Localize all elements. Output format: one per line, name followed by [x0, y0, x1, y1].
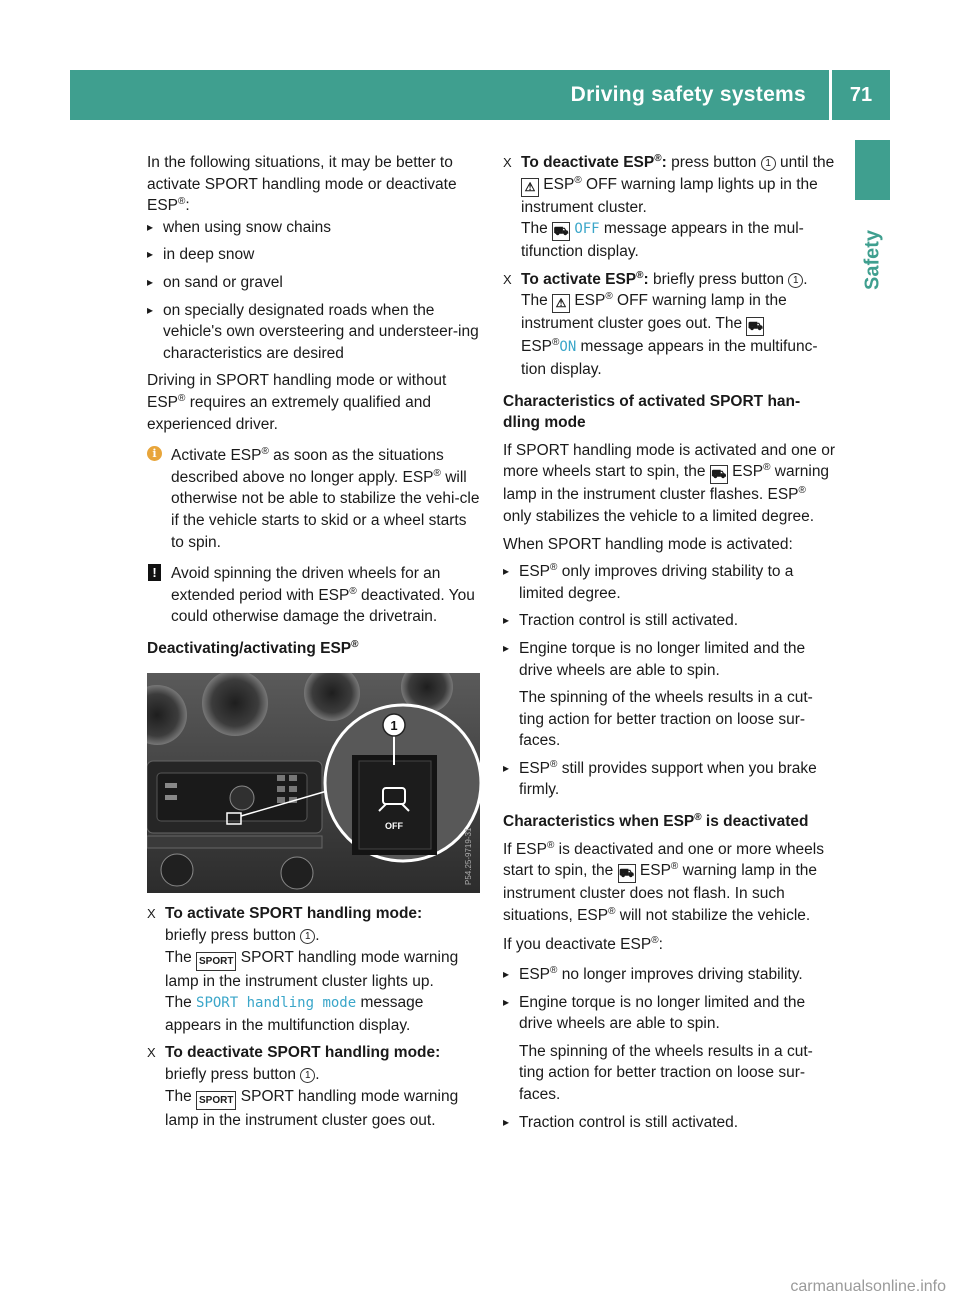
callout-icon: 1 [300, 929, 315, 944]
body-paragraph: If SPORT handling mode is activated and one or more wheels start to spin, the ⛟ ESP® warning lamp in the instrument cluster flashes. ESP® only stabilizes the vehicle to a limited degree. [503, 441, 836, 525]
callout-icon: 1 [300, 1068, 315, 1083]
warning-icon: ! [148, 564, 161, 581]
list-item: ▸ Engine torque is no longer limited and the drive wheels are able to spin. [503, 992, 836, 1035]
step-activate-esp: X To activate ESP®: briefly press button 1 . The ⚠ ESP® OFF warning lamp in the instrument cluster goes out. The ⛟ ESP®ON message appears in the multifunc-tion display. [503, 269, 818, 378]
right-column [503, 152, 836, 1133]
list-item: ▸ ESP® no longer improves driving stability. [503, 964, 836, 986]
svg-text:1: 1 [390, 718, 398, 734]
esp-icon: ⛟ [746, 317, 764, 336]
step-activate-sport: X To activate SPORT handling mode: briefly press button 1 . The SPORT SPORT handling mode warning lamp in the instrument cluster lights up. The SPORT handling mode message appears in the multifunction display. [147, 905, 459, 1034]
svg-text:OFF: OFF [385, 821, 403, 832]
chapter-label: Safety [861, 229, 883, 291]
svg-text:P54.25-9719-31: P54.25-9719-31 [464, 828, 473, 886]
section-heading: Characteristics of activated SPORT han-dling mode [503, 392, 801, 432]
esp-icon: ⛟ [710, 465, 728, 484]
arrow-icon: X [503, 271, 512, 287]
list-item: ▸ Traction control is still activated. [503, 610, 836, 632]
arrow-icon: X [503, 155, 512, 170]
dashboard-illustration [147, 673, 480, 893]
list-subparagraph: The spinning of the wheels results in a cut-ting action for better traction on loose sur-faces. [519, 689, 813, 750]
list-item: ▸ in deep snow [147, 244, 480, 266]
section-heading: Characteristics when ESP® is deactivated [503, 811, 809, 831]
arrow-icon: X [147, 906, 156, 922]
body-paragraph: When SPORT handling mode is activated: [503, 535, 793, 553]
sport-icon: SPORT [196, 952, 236, 971]
arrow-icon: X [147, 1045, 156, 1061]
intro-paragraph: In the following situations, it may be better to activate SPORT handling mode or deactivate ESP®: [147, 154, 457, 215]
body-paragraph: If ESP® is deactivated and one or more wheels start to spin, the ⛟ ESP® warning lamp in the instrument cluster does not flash. In such situations, ESP® will not stabilize the vehicle. [503, 839, 824, 924]
step-deactivate-esp: X To deactivate ESP®: press button 1 until the ⚠ ESP® OFF warning lamp lights up in the instrument cluster. The ⛟ OFF message appears in the mul-tifunction display. [503, 152, 835, 261]
left-column [147, 152, 480, 1131]
callout-icon: 1 [788, 273, 803, 288]
list-item: ▸ on sand or gravel [147, 272, 480, 294]
watermark: carmanualsonline.info [790, 1278, 946, 1295]
info-icon: i [147, 446, 162, 461]
warning-note: ! Avoid spinning the driven wheels for an extended period with ESP® deactivated. You could otherwise damage the drivetrain. [147, 563, 480, 628]
list-item: ▸ when using snow chains [147, 217, 480, 239]
page-header-bar [70, 70, 890, 120]
list-item: ▸ Engine torque is no longer limited and the drive wheels are able to spin. [503, 638, 836, 681]
chapter-tab [855, 140, 890, 200]
section-title: Driving safety systems [570, 83, 806, 106]
esp-off-icon: ⚠ [521, 178, 539, 197]
esp-off-icon: ⚠ [552, 294, 570, 313]
list-item: ▸ ESP® still provides support when you brake firmly. [503, 758, 836, 801]
body-paragraph: Driving in SPORT handling mode or without ESP® requires an extremely qualified and experienced driver. [147, 372, 447, 433]
list-item: ▸ Traction control is still activated. [503, 1112, 836, 1134]
step-deactivate-sport: X To deactivate SPORT handling mode: briefly press button 1 . The SPORT SPORT handling mode warning lamp in the instrument cluster goes out. [147, 1044, 459, 1129]
body-paragraph: If you deactivate ESP®: [503, 935, 663, 954]
list-subparagraph: The spinning of the wheels results in a cut-ting action for better traction on loose sur-faces. [519, 1042, 813, 1103]
list-item: ▸ on specially designated roads when the vehicle's own oversteering and understeer-ing characteristics are desired [147, 300, 480, 365]
callout-icon: 1 [761, 156, 776, 171]
esp-icon: ⛟ [618, 864, 636, 883]
page-number: 71 [849, 84, 873, 106]
info-note: i Activate ESP® as soon as the situations described above no longer apply. ESP® will otherwise not be able to stabilize the vehi-cle if the vehicle starts to skid or a wheel starts to spin. [147, 445, 480, 553]
list-item: ▸ ESP® only improves driving stability to a limited degree. [503, 561, 836, 604]
sport-icon: SPORT [196, 1091, 236, 1110]
dashboard-photo [147, 673, 480, 893]
esp-icon: ⛟ [552, 222, 570, 241]
section-heading: Deactivating/activating ESP® [147, 638, 359, 657]
